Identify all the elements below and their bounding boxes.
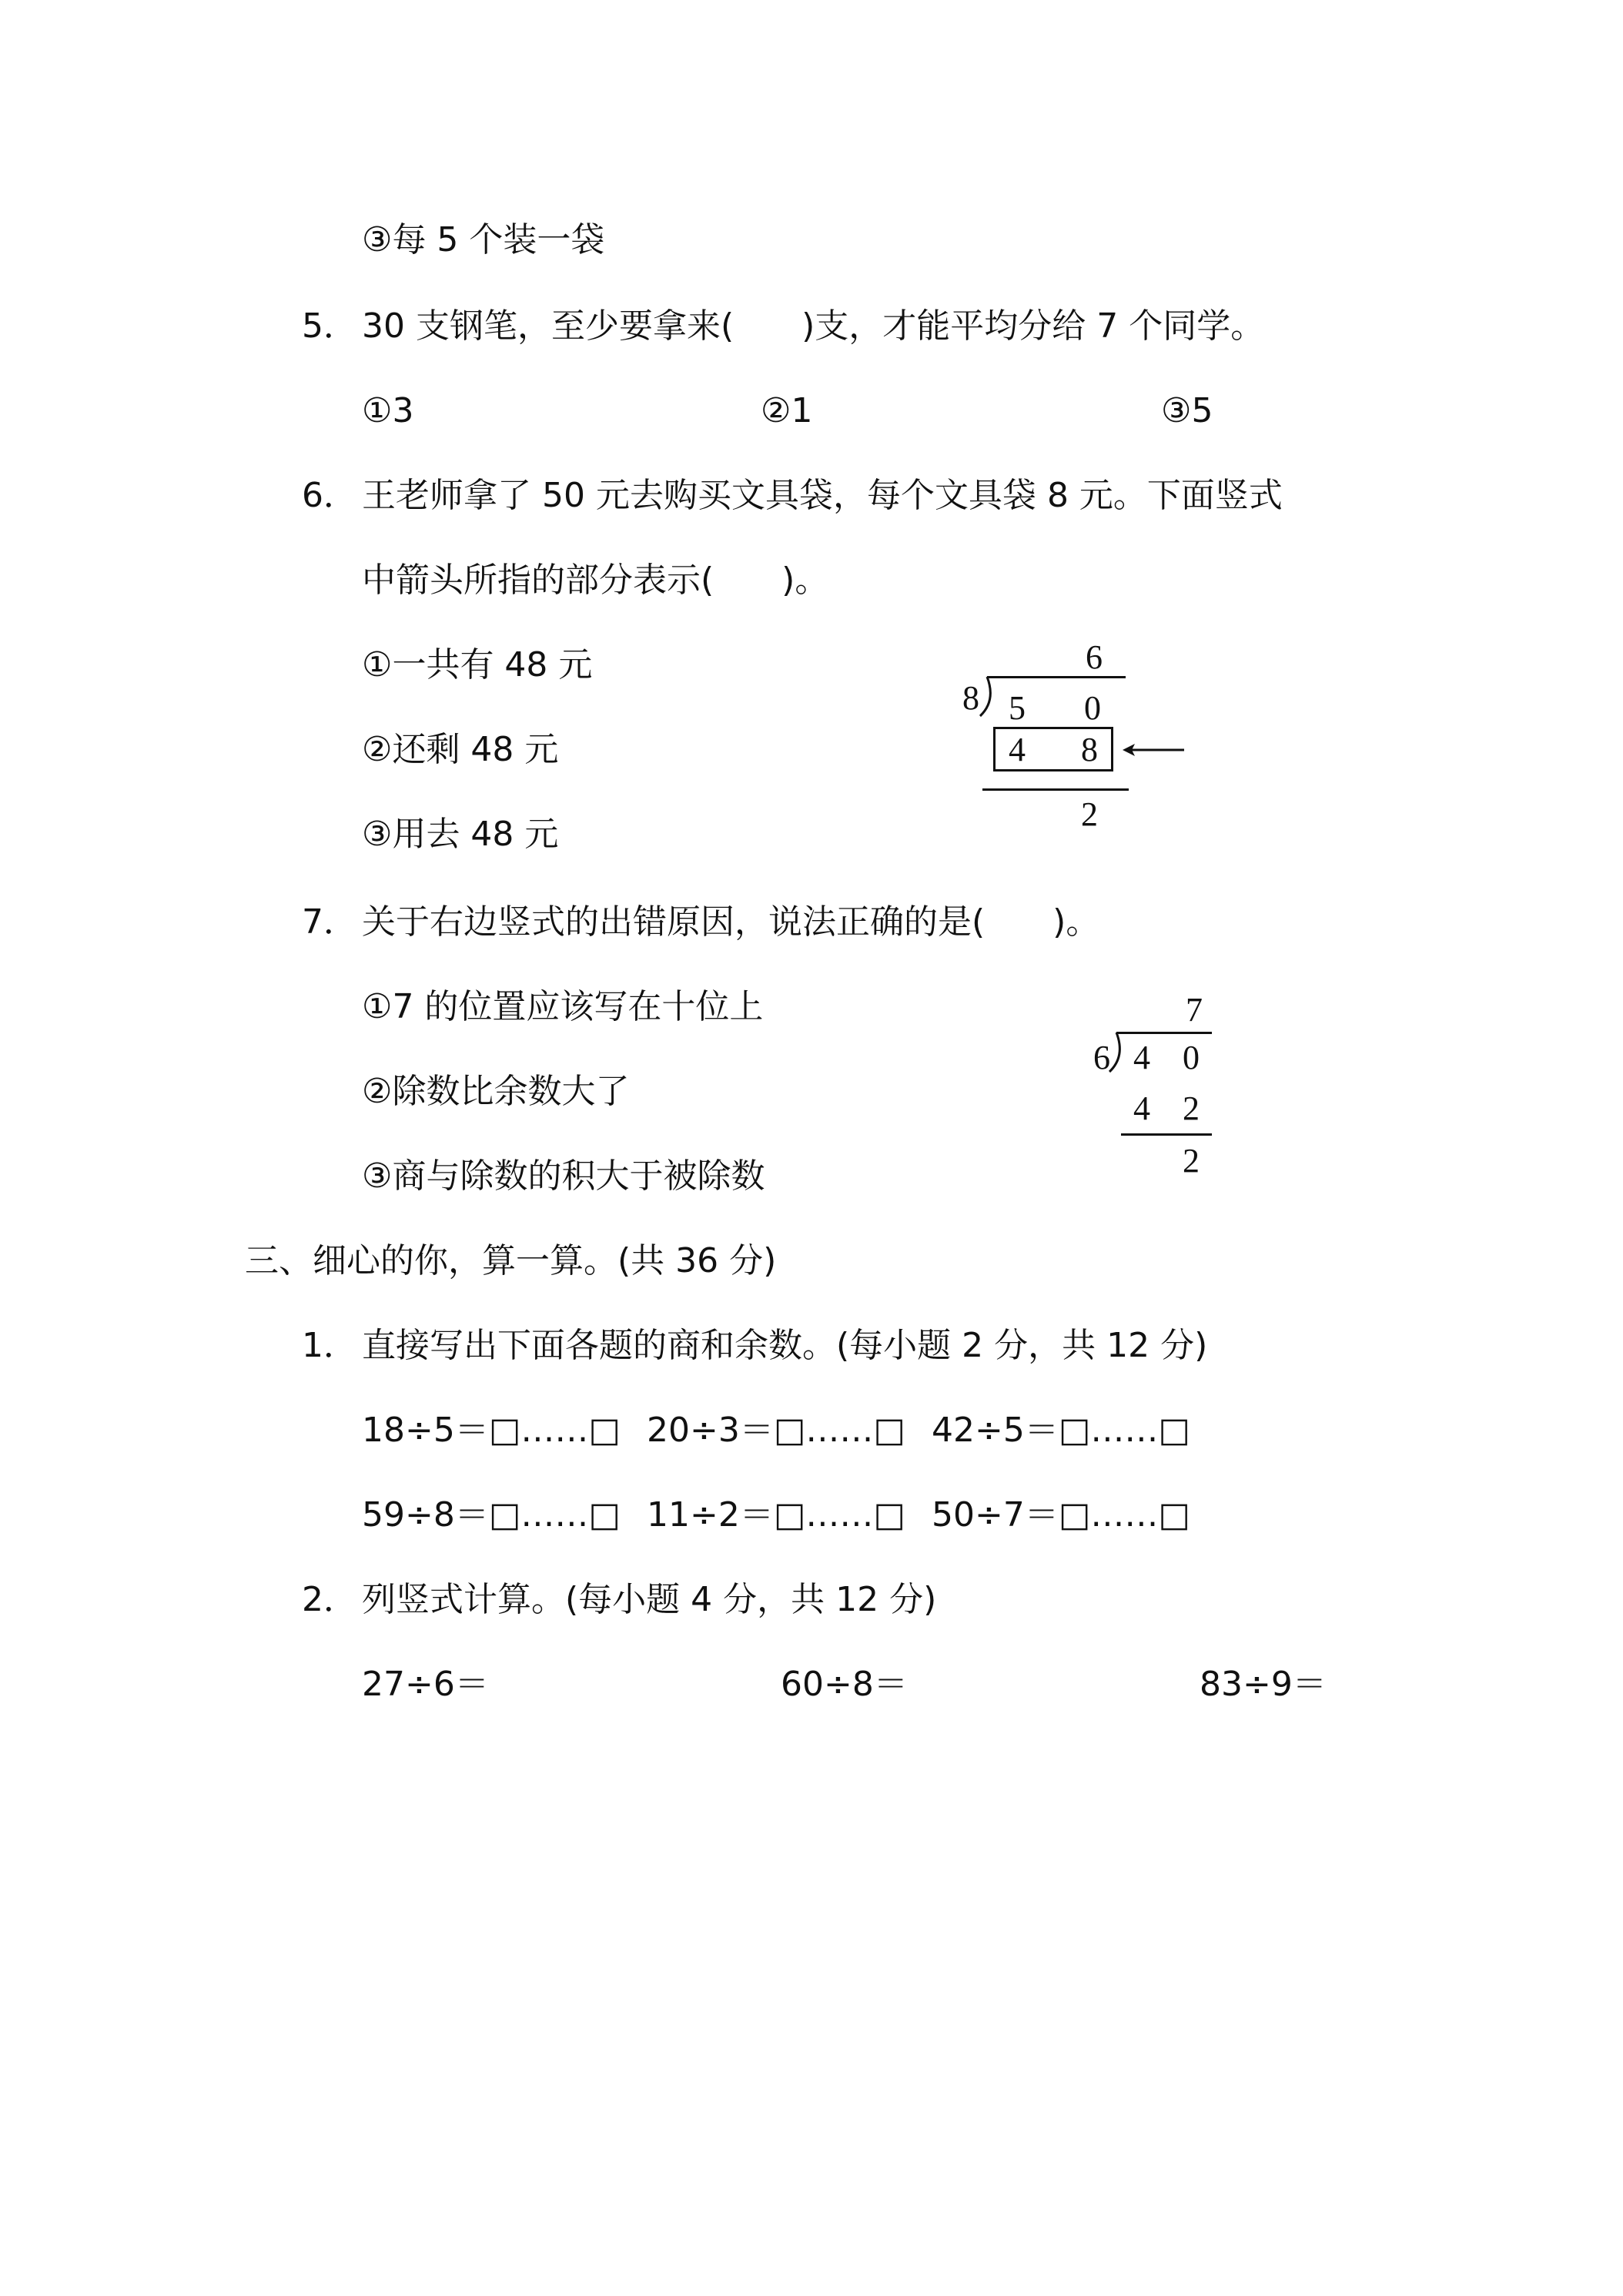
q7-quotient: 7: [1186, 991, 1203, 1029]
q5-stem: 30 支钢笔，至少要拿来( )支，才能平均分给 7 个同学。: [362, 306, 1265, 346]
s3-p2-title: 列竖式计算。(每小题 4 分，共 12 分): [362, 1580, 937, 1619]
q7-subtraction-line: [1121, 1133, 1212, 1136]
q5-option-1: ①3: [362, 391, 414, 430]
s3-p2-number: 2．: [302, 1580, 357, 1619]
s3-p1-item-4: 59÷8＝□……□: [362, 1495, 621, 1535]
q6-vinculum: [987, 676, 1126, 678]
q6-product-tens: 4: [1009, 731, 1026, 768]
q6-option-2: ②还剩 48 元: [362, 730, 559, 769]
q6-divisor: 8: [962, 679, 979, 717]
q7-option-1: ①7 的位置应该写在十位上: [362, 987, 764, 1026]
q4-option-3: ③每 5 个装一袋: [362, 220, 605, 259]
q7-stem: 关于右边竖式的出错原因，说法正确的是( )。: [362, 902, 1100, 942]
q6-dividend-ones: 0: [1084, 689, 1101, 727]
q7-divisor: 6: [1093, 1039, 1110, 1076]
s3-p1-item-3: 42÷5＝□……□: [932, 1411, 1190, 1450]
q7-vinculum: [1116, 1032, 1212, 1034]
s3-p2-item-2: 60÷8＝: [781, 1665, 908, 1704]
s3-p1-item-1: 18÷5＝□……□: [362, 1411, 621, 1450]
q7-product-tens: 4: [1133, 1089, 1150, 1127]
section3-title: 三、细心的你，算一算。(共 36 分): [245, 1241, 777, 1280]
q6-option-1: ①一共有 48 元: [362, 645, 593, 684]
q7-option-2: ②除数比余数大了: [362, 1072, 630, 1111]
q6-stem-line1: 王老师拿了 50 元去购买文具袋，每个文具袋 8 元。下面竖式: [362, 476, 1283, 515]
q5-option-2: ②1: [761, 391, 813, 430]
q7-product-ones: 2: [1183, 1089, 1200, 1127]
q6-stem-line2: 中箭头所指的部分表示( )。: [362, 561, 829, 600]
q7-number: 7．: [302, 902, 357, 942]
q7-dividend-ones: 0: [1183, 1039, 1200, 1076]
q7-division-bracket: [1107, 1030, 1130, 1073]
q6-division-bracket: [978, 674, 1001, 718]
s3-p2-item-1: 27÷6＝: [362, 1665, 489, 1704]
q6-arrow-icon: [1121, 741, 1186, 759]
s3-p1-title: 直接写出下面各题的商和余数。(每小题 2 分，共 12 分): [362, 1326, 1208, 1365]
q6-remainder: 2: [1081, 795, 1098, 833]
s3-p2-item-3: 83÷9＝: [1200, 1665, 1327, 1704]
q5-option-3: ③5: [1161, 391, 1213, 430]
q7-option-3: ③商与除数的积大于被除数: [362, 1156, 765, 1196]
s3-p1-item-5: 11÷2＝□……□: [647, 1495, 905, 1535]
q6-subtraction-line: [982, 788, 1129, 791]
q6-option-3: ③用去 48 元: [362, 815, 559, 854]
q5-number: 5．: [302, 306, 357, 346]
q7-dividend-tens: 4: [1133, 1039, 1150, 1076]
s3-p1-item-2: 20÷3＝□……□: [647, 1411, 905, 1450]
s3-p1-number: 1．: [302, 1326, 357, 1365]
q6-number: 6．: [302, 476, 357, 515]
q6-product-ones: 8: [1081, 731, 1098, 768]
s3-p1-item-6: 50÷7＝□……□: [932, 1495, 1190, 1535]
q7-remainder: 2: [1183, 1142, 1200, 1180]
q6-dividend-tens: 5: [1009, 689, 1026, 727]
q6-quotient: 6: [1086, 638, 1103, 676]
